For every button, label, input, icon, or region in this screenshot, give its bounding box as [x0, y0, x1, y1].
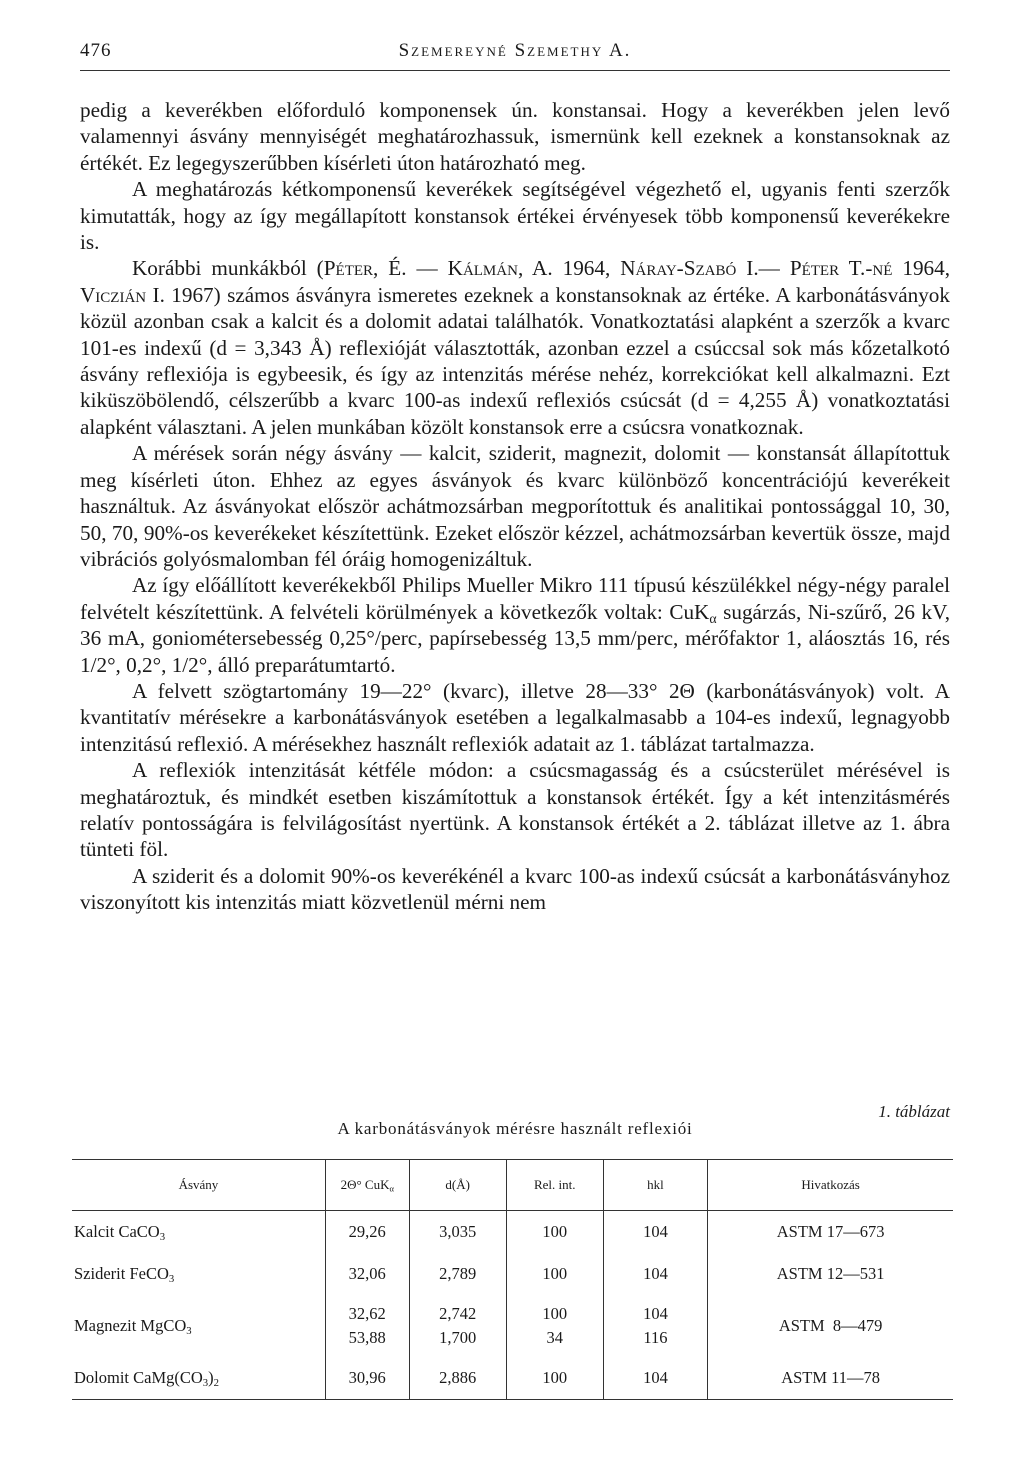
cell-two-theta: 32,06 [325, 1253, 409, 1295]
paragraph-5 [80, 572, 950, 678]
text-run: 1964, [552, 256, 621, 281]
text-run: 1964, [892, 256, 951, 281]
paragraph-2: A meghatározás kétkomponensű keverékek segítségével végezhető el, ugyanis fenti szerzők kimutatták, hogy az így megállapított konstansok értékei érvényesek több komponensű keverékekre is. [80, 177, 950, 255]
cell-hkl: 104 [603, 1357, 708, 1400]
cell-hkl: 104 [603, 1211, 708, 1254]
paragraph-3 [80, 255, 950, 440]
text-run: sugárzás, Ni-szűrő, 26 kV, 36 mA, goniométersebesség 0,25°/perc, papírsebesség 13,5 mm/perc, mérőfaktor 1, aláosztás 16, rés 1/2°, 0,2°, 1/2°, álló preparátumtartó. [80, 599, 950, 677]
header-two-theta-text: 2Θ° CuK [340, 1177, 390, 1192]
table-header-row [72, 1160, 953, 1211]
value-line: 53,88 [348, 1328, 386, 1347]
header-rule [80, 70, 950, 71]
citation-author: Péter T.-né [789, 256, 893, 281]
header-two-theta [325, 1160, 409, 1211]
value-line: 104 [643, 1304, 668, 1323]
mineral-name: Magnezit MgCO [74, 1316, 187, 1335]
cell-mineral [72, 1211, 325, 1254]
text-run: Korábbi munkákból ( [132, 256, 324, 281]
subscript: 3 [159, 1231, 166, 1244]
header-d: d(Å) [409, 1160, 506, 1211]
subscript: α [389, 1183, 394, 1194]
mineral-name: Dolomit CaMg(CO [74, 1368, 203, 1387]
cell-rel-int [506, 1295, 603, 1357]
text-run: Az így előállított keverékekből Philips Mueller Mikro 111 típusú készülékkel négy-négy paralel felvételt készítettünk. A felvételi körülmények a következők voltak: CuK [80, 573, 950, 624]
text-run: 1967) számos ásványra ismeretes ezeknek a konstansoknak az értéke. A karbonátásványok közül azonban csak a kalcit és a dolomit adatai találhatók. Vonatkoztatási alapként a szerzők a kvarc 101-es indexű (d = 3,343 Å) reflexióját választották, azonban ezzel a csúccsal sok más kőzetalkotó ásvány reflexiója is egybeesik, és így az intenzitás mérése nehéz, korrekciókat kell alkalmazni. Ezt kiküszöbölendő, célszerűbb a kvarc 100-as indexű reflexiós csúcsát (d = 4,255 Å) vonatkoztatási alapként választani. A jelen munkában közölt konstansok erre a csúcsra vonatkoznak. [80, 282, 950, 439]
paragraph-7: A reflexiók intenzitását kétféle módon: a csúcsmagasság és a csúcsterület mérésével is meghatároztuk, és mindkét esetben kiszámítottuk a konstansok értékét. Így a két intenzitásmérés relatív pontosságára is felvilágosítást nyertünk. A konstansok értékét a 2. táblázat illetve az 1. ábra tünteti föl. [80, 758, 950, 862]
paragraph-8: A sziderit és a dolomit 90%-os keverékénél a kvarc 100-as indexű csúcsát a karbonátásványhoz viszonyított kis intenzitás miatt közvetlenül mérni nem [80, 863, 950, 915]
cell-two-theta [325, 1295, 409, 1357]
cell-hkl: 104 [603, 1253, 708, 1295]
table-row [72, 1211, 953, 1254]
mineral-name: Kalcit CaCO [74, 1222, 160, 1241]
cell-rel-int: 100 [506, 1253, 603, 1295]
citation-author: Viczián I. [80, 282, 165, 307]
cell-d: 2,886 [409, 1357, 506, 1400]
value-line: 1,700 [439, 1328, 477, 1347]
value-line: 34 [546, 1328, 563, 1347]
table-row [72, 1295, 953, 1357]
table-label: 1. táblázat [878, 1102, 950, 1121]
value-line: 32,62 [348, 1304, 386, 1323]
cell-hkl [603, 1295, 708, 1357]
cell-d: 2,789 [409, 1253, 506, 1295]
page-number: 476 [80, 40, 112, 61]
header-rel-int: Rel. int. [506, 1160, 603, 1211]
header-reference: Hivatkozás [708, 1160, 953, 1211]
cell-rel-int: 100 [506, 1211, 603, 1254]
cell-d: 3,035 [409, 1211, 506, 1254]
subscript: 2 [213, 1377, 220, 1390]
text-run: — [758, 256, 790, 281]
running-head-author: Szemereyné Szemethy A. [398, 40, 632, 61]
cell-mineral [72, 1357, 325, 1400]
value-line: 2,742 [439, 1304, 477, 1323]
cell-mineral [72, 1253, 325, 1295]
cell-d [409, 1295, 506, 1357]
mineral-name: Sziderit FeCO [74, 1264, 169, 1283]
paragraph-4: A mérések során négy ásvány — kalcit, sziderit, magnezit, dolomit — konstansát állapítottuk meg kísérleti úton. Ehhez az egyes ásványok és kvarc különböző koncentrációjú keverékeit használtuk. Az ásványokat először achátmozsárban megporítottuk és analitikai pontossággal 10, 30, 50, 70, 90%-os keverékeket készítettünk. Ezeket először kézzel, achátmozsárban kevertük össze, majd vibrációs golyósmalomban fél óráig homogenizáltuk. [80, 441, 950, 571]
header-mineral: Ásvány [72, 1160, 325, 1211]
reflections-table [72, 1159, 953, 1400]
cell-two-theta: 30,96 [325, 1357, 409, 1400]
header-hkl: hkl [603, 1160, 708, 1211]
subscript: 3 [202, 1377, 209, 1390]
cell-reference: ASTM 12—531 [708, 1253, 953, 1295]
value-line: 116 [643, 1328, 668, 1347]
subscript: 3 [186, 1325, 192, 1338]
cell-rel-int: 100 [506, 1357, 603, 1400]
paragraph-6: A felvett szögtartomány 19—22° (kvarc), illetve 28—33° 2Θ (karbonátásványok) volt. A kvantitatív mérésekre a karbonátásványok esetében a legalkalmasabb a 104-es indexű, legnagyobb intenzitású reflexió. A mérésekhez használt reflexiók adatait az 1. táblázat tartalmazza. [80, 678, 950, 756]
subscript: α [709, 610, 717, 626]
paragraph-1: pedig a keverékben előforduló komponensek ún. konstansai. Hogy a keverékben jelen levő valamennyi ásvány mennyiségét meghatározhassuk, ismernünk kell ezeknek a konstansoknak az értékét. Ez legegyszerűbben kísérleti úton határozható meg. [80, 98, 950, 175]
cell-reference: ASTM 17—673 [708, 1211, 953, 1254]
table-row [72, 1253, 953, 1295]
citation-author: Péter, É. [323, 256, 407, 281]
citation-author: Náray-Szabó I. [620, 256, 759, 281]
value-line: 100 [542, 1304, 568, 1323]
table-title: A karbonátásványok mérésre használt reflexiói [337, 1119, 693, 1138]
cell-reference: ASTM 11—78 [708, 1357, 953, 1400]
mineral-name-tail: ) [208, 1368, 214, 1387]
text-run: — [406, 256, 448, 281]
running-head [80, 40, 950, 70]
cell-reference: ASTM 8—479 [708, 1295, 953, 1357]
cell-mineral [72, 1295, 325, 1357]
body-text [80, 97, 950, 916]
cell-two-theta: 29,26 [325, 1211, 409, 1254]
subscript: 3 [168, 1273, 175, 1286]
citation-author: Kálmán, A. [447, 256, 553, 281]
table-row [72, 1357, 953, 1400]
